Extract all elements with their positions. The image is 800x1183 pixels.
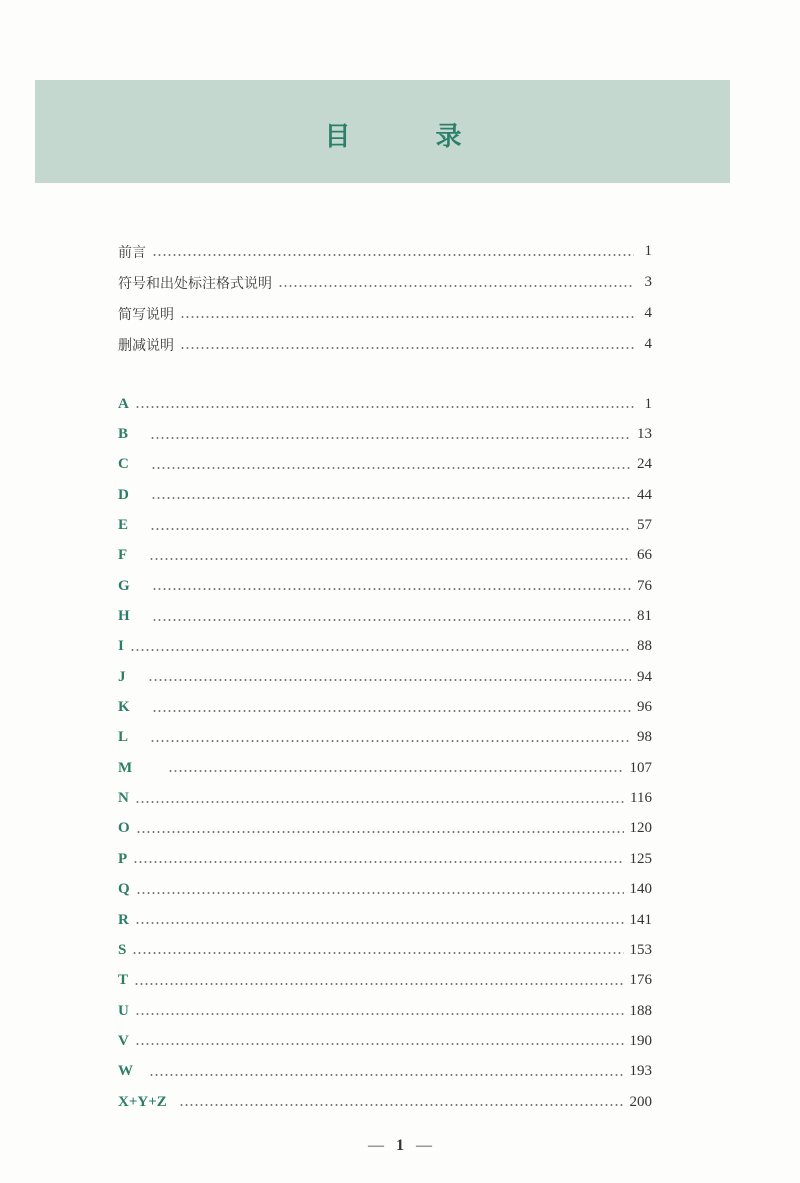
dot-leader — [150, 521, 631, 531]
section-letter: N — [118, 790, 129, 807]
dot-leader — [151, 490, 631, 500]
dot-leader — [151, 460, 631, 470]
dot-leader — [278, 278, 634, 288]
toc-entry-N[interactable] — [118, 783, 652, 813]
toc-entry-O[interactable] — [118, 814, 652, 844]
section-letter: X+Y+Z — [118, 1093, 167, 1110]
dot-leader — [180, 340, 634, 350]
page-title: 目 录 — [324, 122, 500, 152]
toc-entry-M[interactable] — [118, 753, 652, 783]
toc-entry-label: 前言 — [118, 244, 146, 261]
dot-leader — [135, 915, 624, 925]
toc-entry-page: 57 — [637, 517, 652, 534]
toc-entry-Q[interactable] — [118, 875, 652, 905]
toc-entry-page: 116 — [630, 790, 652, 807]
toc-entry-K[interactable] — [118, 692, 652, 722]
section-letter: Q — [118, 881, 130, 898]
toc-entry-page: 200 — [629, 1093, 652, 1110]
dot-leader — [152, 247, 634, 257]
dot-leader — [149, 551, 631, 561]
section-letter: G — [118, 577, 130, 594]
toc-entry-page: 4 — [644, 305, 652, 321]
dot-leader — [149, 1067, 624, 1077]
dot-leader — [130, 642, 631, 652]
toc-entry-H[interactable] — [118, 601, 652, 631]
section-letter: C — [118, 456, 129, 473]
toc-entry-label: 符号和出处标注格式说明 — [118, 275, 272, 292]
footer-page-number: 1 — [396, 1137, 404, 1154]
toc-entry-J[interactable] — [118, 662, 652, 692]
front-matter-list — [118, 236, 652, 360]
dot-leader — [180, 309, 634, 319]
toc-entry-page: 193 — [629, 1063, 652, 1080]
section-letter: A — [118, 395, 129, 412]
toc-entry-page: 66 — [637, 547, 652, 564]
toc-entry-D[interactable] — [118, 480, 652, 510]
section-letter: J — [118, 668, 126, 685]
section-letter: T — [118, 972, 129, 989]
toc-entry-E[interactable] — [118, 510, 652, 540]
toc-entry-page: 120 — [629, 820, 652, 837]
dot-leader — [150, 733, 631, 743]
toc-entry-page: 24 — [637, 456, 652, 473]
toc-entry-T[interactable] — [118, 966, 652, 996]
dot-leader — [133, 854, 623, 864]
section-letter: V — [118, 1032, 129, 1049]
toc-entry-page: 1 — [644, 243, 652, 259]
dot-leader — [132, 945, 623, 955]
section-letter: B — [118, 426, 129, 443]
dot-leader — [136, 885, 624, 895]
dot-leader — [135, 1006, 624, 1016]
toc-entry-page: 153 — [629, 941, 652, 958]
toc-entry-XYZ[interactable] — [118, 1087, 652, 1117]
dot-leader — [150, 430, 631, 440]
section-letter: M — [118, 759, 133, 776]
toc-entry-page: 190 — [629, 1032, 652, 1049]
toc-entry-page: 94 — [637, 668, 652, 685]
toc-entry-G[interactable] — [118, 571, 652, 601]
dot-leader — [152, 612, 631, 622]
toc-entry-U[interactable] — [118, 996, 652, 1026]
dot-leader — [136, 824, 624, 834]
toc-entry-abbreviations[interactable] — [118, 298, 652, 329]
toc-entry-label: 删减说明 — [118, 337, 174, 354]
section-letter: P — [118, 850, 128, 867]
toc-entry-label: 简写说明 — [118, 306, 174, 323]
dot-leader — [135, 399, 634, 409]
toc-entry-preface[interactable] — [118, 236, 652, 267]
toc-entry-B[interactable] — [118, 419, 652, 449]
letter-section-list — [118, 389, 652, 1117]
section-letter: F — [118, 547, 128, 564]
toc-entry-page: 13 — [637, 426, 652, 443]
dot-leader — [148, 672, 632, 682]
page-footer — [0, 1137, 800, 1155]
section-letter: K — [118, 699, 130, 716]
dot-leader — [134, 976, 623, 986]
toc-entry-I[interactable] — [118, 632, 652, 662]
dot-leader — [152, 703, 631, 713]
section-letter: R — [118, 911, 129, 928]
dot-leader — [135, 794, 624, 804]
toc-entry-page: 76 — [637, 577, 652, 594]
toc-entry-V[interactable] — [118, 1026, 652, 1056]
toc-entry-page: 140 — [629, 881, 652, 898]
toc-entry-W[interactable] — [118, 1057, 652, 1087]
dot-leader — [135, 1036, 624, 1046]
section-letter: U — [118, 1002, 129, 1019]
section-letter: H — [118, 608, 130, 625]
toc-entry-page: 98 — [637, 729, 652, 746]
toc-entry-P[interactable] — [118, 844, 652, 874]
toc-entry-F[interactable] — [118, 541, 652, 571]
toc-entry-page: 81 — [637, 608, 652, 625]
section-letter: L — [118, 729, 129, 746]
toc-entry-S[interactable] — [118, 935, 652, 965]
toc-entry-L[interactable] — [118, 723, 652, 753]
section-letter: O — [118, 820, 130, 837]
dot-leader — [168, 763, 623, 773]
dot-leader — [152, 581, 631, 591]
section-letter: W — [118, 1063, 133, 1080]
toc-entry-symbols[interactable] — [118, 267, 652, 298]
section-letter: S — [118, 941, 127, 958]
toc-entry-page: 141 — [629, 911, 652, 928]
section-letter: D — [118, 486, 129, 503]
dot-leader — [179, 1097, 624, 1107]
toc-entry-page: 3 — [644, 274, 652, 290]
toc-entry-page: 88 — [637, 638, 652, 655]
toc-entry-page: 44 — [637, 486, 652, 503]
toc-entry-page: 107 — [629, 759, 652, 776]
toc-entry-page: 4 — [644, 336, 652, 352]
toc-entry-A[interactable] — [118, 389, 652, 419]
toc-entry-page: 1 — [644, 395, 652, 412]
toc-entry-page: 176 — [629, 972, 652, 989]
toc-entry-page: 188 — [629, 1002, 652, 1019]
toc-entry-C[interactable] — [118, 450, 652, 480]
section-letter: I — [118, 638, 124, 655]
toc-entry-R[interactable] — [118, 905, 652, 935]
toc-entry-page: 125 — [629, 850, 652, 867]
toc-entry-page: 96 — [637, 699, 652, 716]
footer-dash-right: — — [416, 1137, 432, 1154]
section-letter: E — [118, 517, 129, 534]
footer-dash-left: — — [368, 1137, 384, 1154]
toc-entry-deletions[interactable] — [118, 329, 652, 360]
